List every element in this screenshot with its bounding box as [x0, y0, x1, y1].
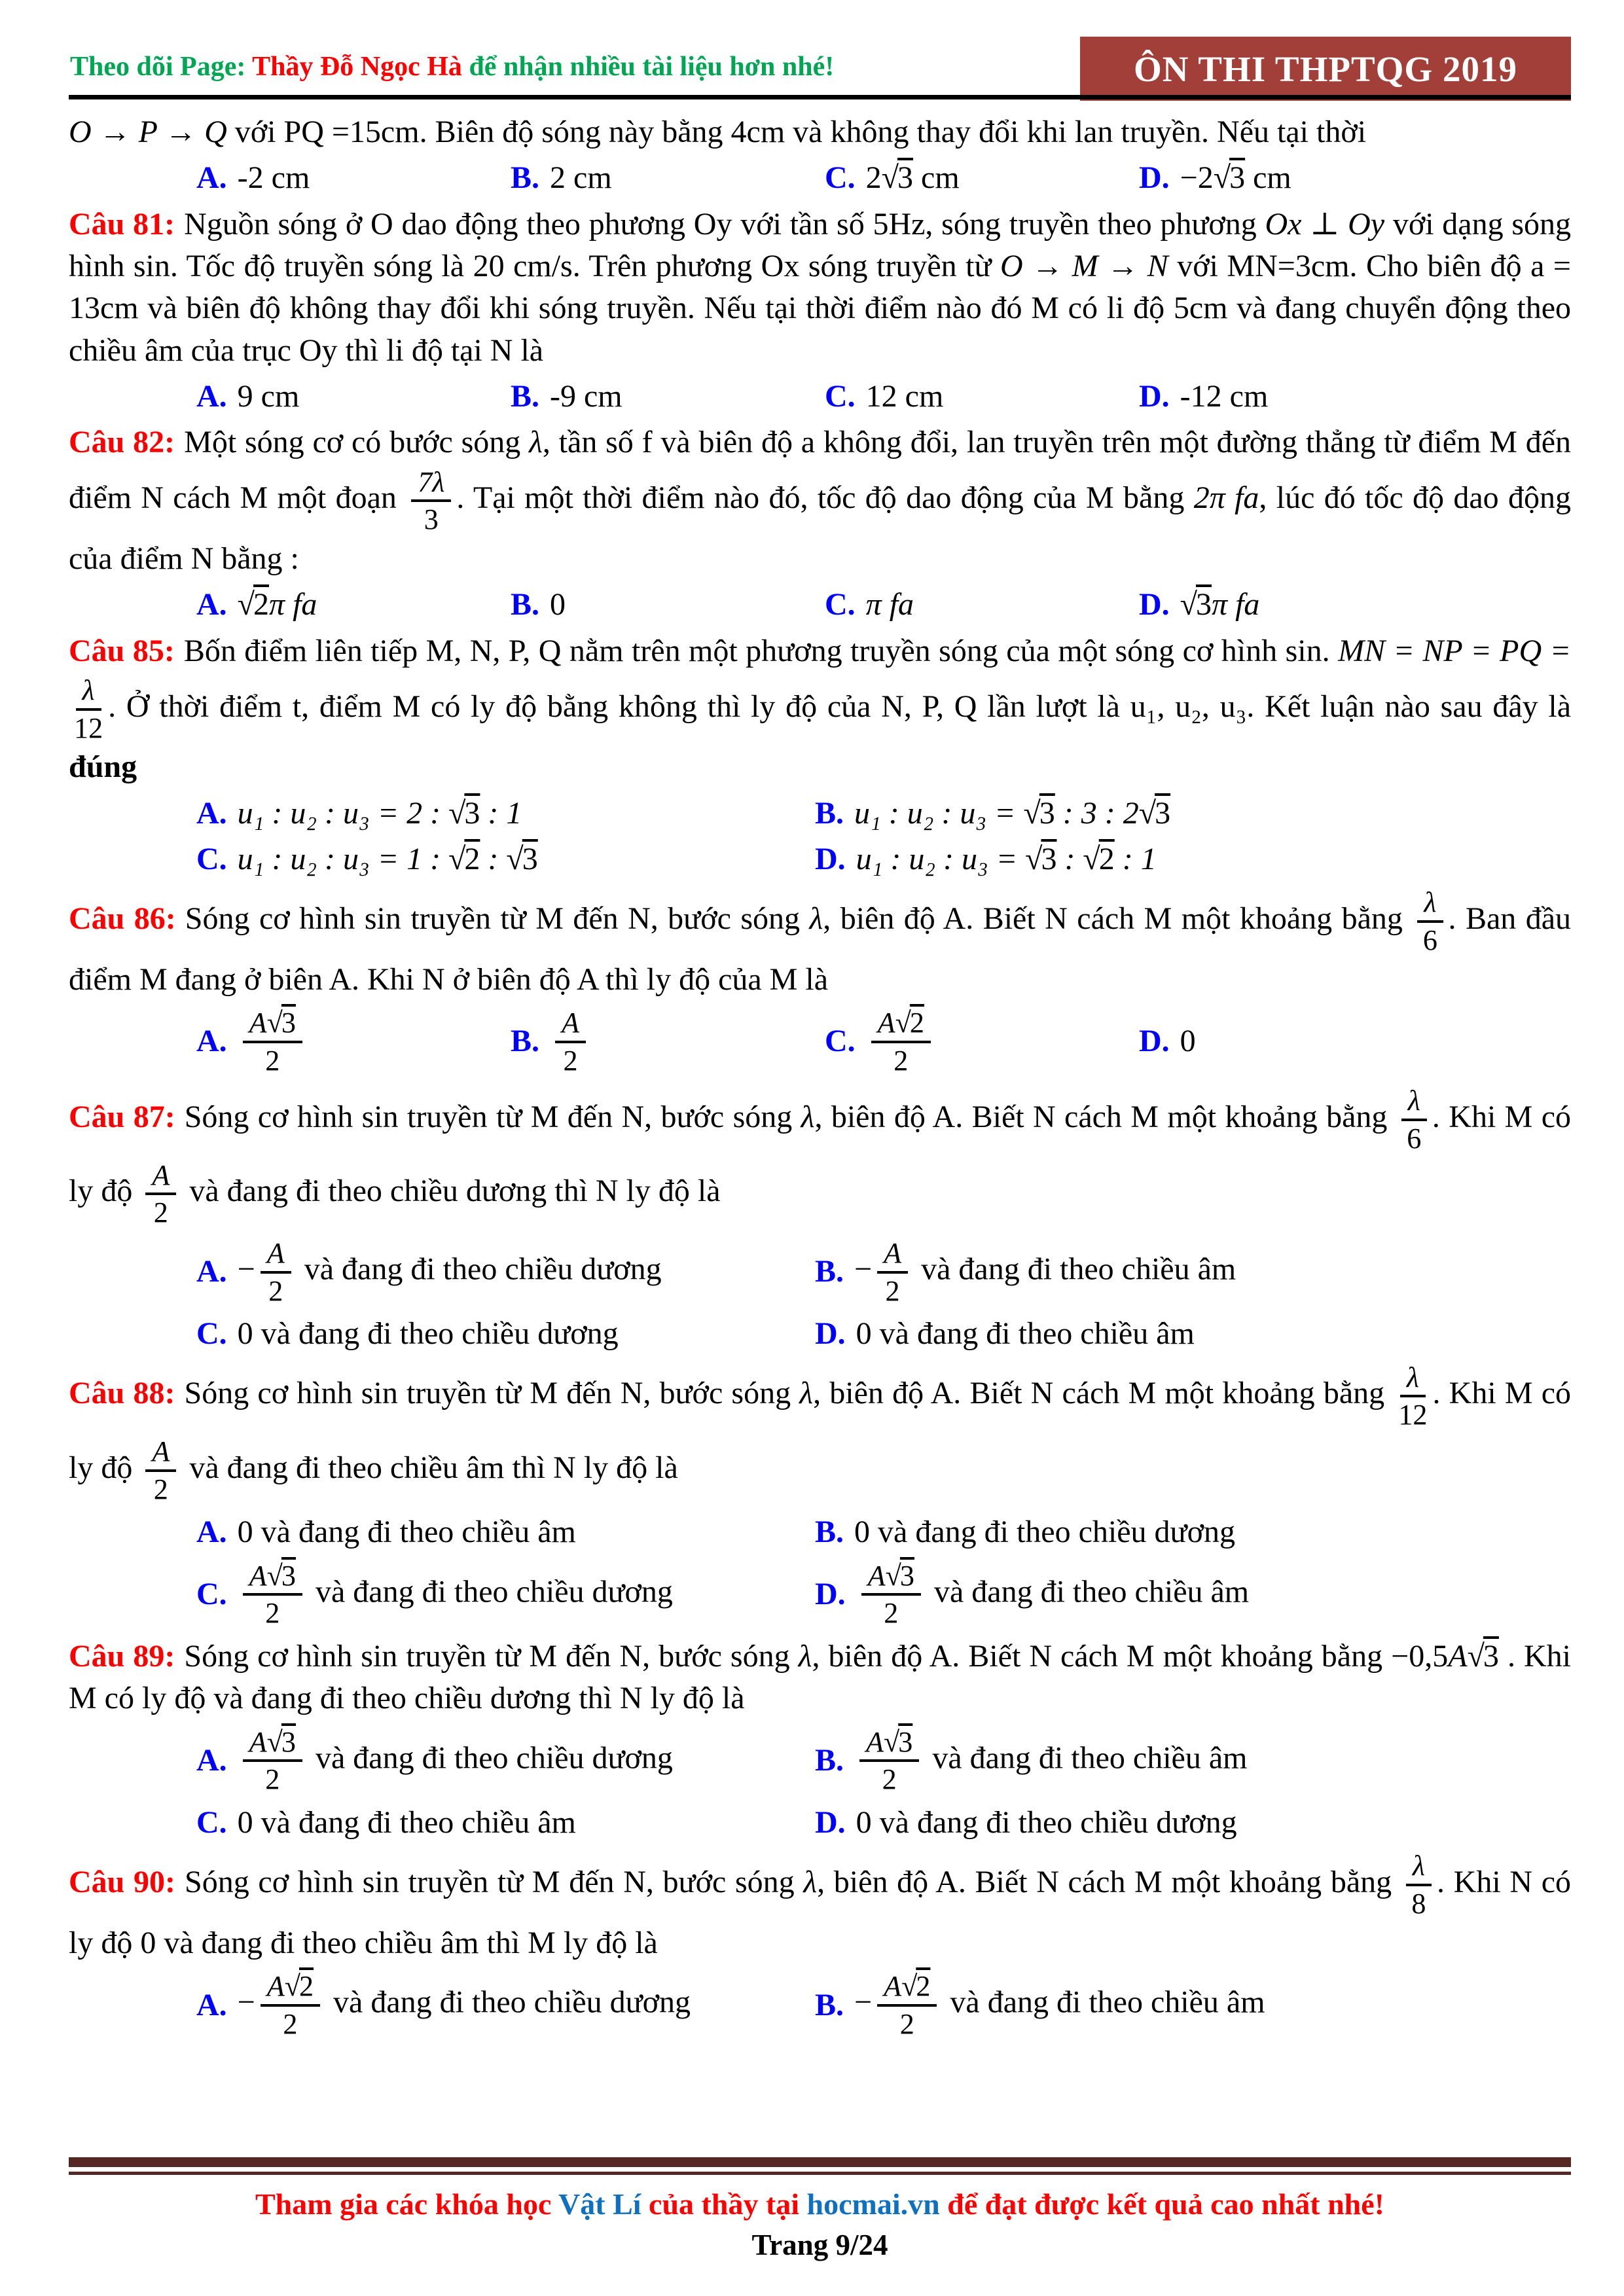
fraction: $\frac{A√2}{2}$: [261, 1971, 320, 2039]
option-A: [196, 376, 511, 418]
question-body: [69, 630, 1571, 789]
option-text: 12 cm: [865, 378, 944, 414]
option-letter: D.: [815, 1316, 846, 1352]
fraction: $\frac{A}{2}$: [261, 1238, 291, 1306]
option-C: [825, 584, 1139, 626]
option-text: 0 và đang đi theo chiều dương: [237, 1316, 619, 1352]
option-B: [511, 376, 825, 418]
sqrt-radical: √2: [237, 587, 270, 622]
option-B: [511, 1005, 825, 1079]
option-text: [550, 1005, 591, 1079]
question-body: [69, 111, 1571, 153]
option-text: -2 cm: [237, 160, 310, 196]
option-letter: A.: [196, 795, 227, 831]
option-text: u₁ : u₂ : u₃ = 1 : √2 : √3: [237, 841, 538, 876]
option-B: [815, 1724, 1571, 1798]
sqrt-radical: √2: [448, 841, 480, 876]
option-text: u₁ : u₂ : u₃ = 2 : √3 : 1: [237, 795, 522, 831]
option-D: [815, 1313, 1571, 1355]
option-text: 2√3 cm: [865, 160, 960, 196]
questions-area: [69, 111, 1571, 2042]
sqrt-radical: √3: [1213, 160, 1246, 196]
option-letter: B.: [815, 1515, 844, 1550]
fraction: $\frac{A√3}{2}$: [243, 1560, 302, 1629]
options-row: [196, 584, 1571, 626]
option-letter: C.: [825, 1024, 856, 1059]
question-text: Sóng cơ hình sin truyền từ M đến N, bước sóng λ, biên độ A. Biết N cách M một khoảng bằng $\frac{\lambda}{6}$ . Khi M có ly độ $\frac{A}{2}$ và đang đi theo chiều dương thì N ly độ là: [69, 1085, 1572, 1229]
option-letter: B.: [511, 160, 540, 196]
sqrt-radical: √3: [266, 1006, 296, 1039]
option-letter: C.: [196, 1577, 227, 1612]
option-D: [1139, 1020, 1571, 1062]
option-letter: D.: [1139, 160, 1170, 196]
question-text: Sóng cơ hình sin truyền từ M đến N, bước sóng λ, biên độ A. Biết N cách M một khoảng bằng $\frac{\lambda}{12}$ . Khi M có ly độ $\frac{A}{2}$ và đang đi theo chiều âm thì N ly độ là: [69, 1361, 1572, 1505]
options-row: [196, 1235, 1571, 1309]
options-row: [196, 1968, 1571, 2042]
option-C: [825, 157, 1139, 199]
option-D: [1139, 584, 1571, 626]
fraction: $\frac{A}{2}$: [877, 1238, 908, 1306]
option-text: √3π fa: [1180, 587, 1260, 622]
options-row: [196, 1511, 1571, 1553]
question-text: Bốn điểm liên tiếp M, N, P, Q nằm trên một phương truyền sóng của một sóng cơ hình sin. MN = NP = PQ = $\frac{\lambda}{12}$ . Ở thời điểm t, điểm M có ly độ bằng không thì ly độ của N, P, Q lần lượt là u₁, u₂, u₃. Kết luận nào sau đây là đúng: [69, 633, 1572, 785]
options-row: [196, 838, 1571, 880]
option-text: √2π fa: [237, 587, 317, 622]
option-D: [815, 1802, 1571, 1844]
question-block-81: [69, 204, 1571, 418]
option-A: [196, 1235, 815, 1309]
option-C: [196, 838, 815, 880]
question-text: Sóng cơ hình sin truyền từ M đến N, bước sóng λ, biên độ A. Biết N cách M một khoảng bằng −0,5A√3 . Khi M có ly độ và đang đi theo chiều dương thì N ly độ là: [69, 1639, 1571, 1716]
question-text: Sóng cơ hình sin truyền từ M đến N, bước sóng λ, biên độ A. Biết N cách M một khoảng bằng $\frac{\lambda}{6}$ . Ban đầu điểm M đang ở biên A. Khi N ở biên độ A thì ly độ của M là: [69, 886, 1572, 997]
option-A: [196, 157, 511, 199]
option-letter: A.: [196, 378, 227, 414]
sqrt-radical: √3: [1023, 795, 1055, 831]
option-text: π fa: [865, 587, 914, 622]
question-body: [69, 422, 1571, 580]
option-text: 0 và đang đi theo chiều âm: [856, 1316, 1195, 1352]
question-number-label: Câu 90:: [69, 1865, 176, 1900]
option-letter: B.: [511, 587, 540, 622]
sqrt-radical: √3: [1025, 841, 1057, 876]
question-continuation: [69, 111, 1571, 200]
option-text: − $\frac{A}{2}$ và đang đi theo chiều âm: [854, 1236, 1236, 1307]
header-rule: [69, 95, 1571, 99]
fraction: $\frac{A√3}{2}$: [243, 1727, 302, 1795]
options-row: [196, 1313, 1571, 1355]
option-D: [1139, 157, 1571, 199]
fraction: $\frac{A}{2}$: [555, 1007, 586, 1076]
option-text: $\frac{A√3}{2}$ và đang đi theo chiều dương: [238, 1558, 673, 1632]
question-text: O → P → Q với PQ =15cm. Biên độ sóng này bằng 4cm và không thay đổi khi lan truyền. Nếu tại thời: [69, 115, 1367, 149]
question-body: [69, 1359, 1571, 1508]
page-header: [69, 0, 1571, 99]
options-row: [196, 157, 1571, 199]
option-text: $\frac{A√3}{2}$ và đang đi theo chiều dương: [238, 1724, 673, 1798]
fraction: $\frac{A}{2}$: [145, 1436, 176, 1505]
footer-rule-thin: [69, 2172, 1571, 2175]
fraction: $\frac{A√3}{2}$: [861, 1560, 921, 1629]
fraction: $\frac{\lambda}{12}$: [1398, 1361, 1428, 1431]
footer-rule-thick: [69, 2157, 1571, 2167]
option-text: 0: [550, 587, 566, 622]
option-text: u₁ : u₂ : u₃ = √3 : 3 : 2√3: [854, 795, 1171, 831]
option-text: 0 và đang đi theo chiều âm: [237, 1515, 576, 1550]
option-A: [196, 584, 511, 626]
question-block-87: [69, 1083, 1571, 1355]
question-body: [69, 1636, 1571, 1720]
option-text: −2√3 cm: [1180, 160, 1291, 196]
option-letter: A.: [196, 1515, 227, 1550]
option-text: -9 cm: [550, 378, 623, 414]
option-C: [196, 1802, 815, 1844]
question-number-label: Câu 86:: [69, 901, 176, 936]
option-letter: C.: [825, 378, 856, 414]
sqrt-radical: √2: [895, 1006, 924, 1039]
option-letter: C.: [825, 587, 856, 622]
sqrt-radical: √3: [506, 841, 538, 876]
option-text: 2 cm: [550, 160, 612, 196]
fraction: $\frac{A√2}{2}$: [877, 1971, 937, 2039]
page-number: Trang 9/24: [751, 2229, 888, 2261]
option-A: [196, 1005, 511, 1079]
option-C: [825, 376, 1139, 418]
option-B: [815, 1235, 1571, 1309]
options-row: [196, 376, 1571, 418]
option-B: [815, 1968, 1571, 2042]
sqrt-radical: √3: [1467, 1639, 1499, 1674]
question-block-90: [69, 1848, 1571, 2042]
option-C: [196, 1558, 815, 1632]
sqrt-radical: √2: [1083, 841, 1115, 876]
option-text: − $\frac{A√2}{2}$ và đang đi theo chiều dương: [237, 1970, 691, 2040]
question-number-label: Câu 81:: [69, 206, 175, 242]
question-text: Nguồn sóng ở O dao động theo phương Oy với tần số 5Hz, sóng truyền theo phương Ox ⊥ Oy với dạng sóng hình sin. Tốc độ truyền sóng là 20 cm/s. Trên phương Ox sóng truyền từ O → M → N với MN=3cm. Cho biên độ a = 13cm và biên độ không thay đổi khi sóng truyền. Nếu tại thời điểm nào đó M có li độ 5cm và đang chuyển động theo chiều âm của trục Oy thì li độ tại N là: [69, 206, 1572, 368]
sqrt-radical: √3: [266, 1725, 296, 1758]
question-body: [69, 884, 1571, 1001]
question-block-86: [69, 884, 1571, 1079]
option-text: -12 cm: [1180, 378, 1269, 414]
footer-promo-text: Tham gia các khóa học Vật Lí của thầy tại hocmai.vn để đạt được kết quả cao nhất nhé!: [255, 2187, 1384, 2221]
option-letter: B.: [511, 378, 540, 414]
sqrt-radical: √3: [448, 795, 480, 831]
option-letter: D.: [815, 1577, 846, 1612]
question-number-label: Câu 89:: [69, 1639, 175, 1674]
option-letter: D.: [1139, 587, 1170, 622]
options-row: [196, 1005, 1571, 1079]
option-C: [196, 1313, 815, 1355]
question-text: Sóng cơ hình sin truyền từ M đến N, bước sóng λ, biên độ A. Biết N cách M một khoảng bằng $\frac{\lambda}{8}$ . Khi N có ly độ 0 và đang đi theo chiều âm thì M ly độ là: [69, 1850, 1572, 1960]
option-B: [511, 157, 825, 199]
fraction: $\frac{\lambda}{12}$: [74, 673, 103, 744]
fraction: $\frac{\lambda}{6}$: [1401, 1085, 1427, 1154]
question-body: [69, 1848, 1571, 1964]
option-letter: A.: [196, 1743, 227, 1778]
fraction: $\frac{\lambda}{8}$: [1406, 1850, 1432, 1919]
option-text: 0 và đang đi theo chiều dương: [856, 1805, 1237, 1840]
option-text: 0 và đang đi theo chiều âm: [237, 1805, 576, 1840]
option-letter: D.: [815, 1805, 846, 1840]
option-letter: C.: [196, 1805, 227, 1840]
option-B: [511, 584, 825, 626]
fraction: $\frac{\lambda}{6}$: [1417, 887, 1443, 956]
page-footer: [69, 2157, 1571, 2262]
question-block-85: [69, 630, 1571, 881]
sqrt-radical: √3: [1138, 795, 1171, 831]
option-text: 9 cm: [237, 378, 300, 414]
fraction: $\frac{7\lambda}{3}$: [411, 467, 451, 535]
option-letter: A.: [196, 1254, 227, 1289]
option-letter: A.: [196, 1024, 227, 1059]
sqrt-radical: √2: [901, 1970, 931, 2003]
option-letter: D.: [1139, 378, 1170, 414]
question-number-label: Câu 82:: [69, 425, 175, 460]
fraction: $\frac{A}{2}$: [145, 1160, 176, 1229]
sqrt-radical: √3: [884, 1725, 913, 1758]
question-number-label: Câu 85:: [69, 633, 175, 668]
option-B: [815, 793, 1571, 834]
option-text: $\frac{A√3}{2}$ và đang đi theo chiều âm: [856, 1558, 1249, 1632]
question-body: [69, 204, 1571, 372]
option-letter: B.: [815, 795, 844, 831]
option-D: [815, 838, 1571, 880]
option-D: [815, 1558, 1571, 1632]
option-text: − $\frac{A√2}{2}$ và đang đi theo chiều âm: [854, 1970, 1265, 2040]
sqrt-radical: √2: [284, 1970, 314, 2003]
option-letter: C.: [196, 1316, 227, 1352]
option-text: [238, 1005, 308, 1079]
option-text: − $\frac{A}{2}$ và đang đi theo chiều dương: [237, 1236, 662, 1307]
question-block-82: [69, 422, 1571, 626]
question-text: Một sóng cơ có bước sóng λ, tần số f và biên độ a không đổi, lan truyền trên một đường thẳng từ điểm M đến điểm N cách M một đoạn $\frac{7\lambda}{3}$ . Tại một thời điểm nào đó, tốc độ dao động của M bằng 2π fa, lúc đó tốc độ dao động của điểm N bằng :: [69, 425, 1572, 576]
option-letter: C.: [825, 160, 856, 196]
header-follow-text: Theo dõi Page: Thầy Đỗ Ngọc Hà để nhận nhiều tài liệu hơn nhé!: [70, 52, 835, 82]
option-letter: B.: [815, 1987, 844, 2022]
sqrt-radical: √3: [881, 160, 914, 196]
options-row: [196, 793, 1571, 834]
fraction: $\frac{A√2}{2}$: [871, 1007, 931, 1076]
question-block-89: [69, 1636, 1571, 1844]
option-text: 0: [1180, 1024, 1196, 1059]
sqrt-radical: √3: [1180, 587, 1212, 622]
option-C: [825, 1005, 1139, 1079]
option-text: 0 và đang đi theo chiều dương: [854, 1515, 1235, 1550]
option-A: [196, 1968, 815, 2042]
exam-year-badge: ÔN THI THPTQG 2019: [1080, 37, 1571, 101]
option-A: [196, 1511, 815, 1553]
options-row: [196, 1558, 1571, 1632]
option-A: [196, 793, 815, 834]
question-body: [69, 1083, 1571, 1231]
option-letter: A.: [196, 1987, 227, 2022]
option-letter: A.: [196, 160, 227, 196]
question-number-label: Câu 87:: [69, 1099, 175, 1134]
option-A: [196, 1724, 815, 1798]
option-B: [815, 1511, 1571, 1553]
option-letter: C.: [196, 841, 227, 876]
option-D: [1139, 376, 1571, 418]
sqrt-radical: √3: [885, 1559, 914, 1592]
option-letter: A.: [196, 587, 227, 622]
option-letter: B.: [511, 1024, 540, 1059]
option-letter: D.: [815, 841, 846, 876]
option-letter: D.: [1139, 1024, 1170, 1059]
option-text: $\frac{A√3}{2}$ và đang đi theo chiều âm: [854, 1724, 1247, 1798]
options-row: [196, 1724, 1571, 1798]
question-number-label: Câu 88:: [69, 1376, 175, 1411]
options-row: [196, 1802, 1571, 1844]
option-letter: B.: [815, 1254, 844, 1289]
question-block-88: [69, 1359, 1571, 1632]
option-text: u₁ : u₂ : u₃ = √3 : √2 : 1: [856, 841, 1157, 876]
fraction: $\frac{A√3}{2}$: [859, 1727, 919, 1795]
option-text: [866, 1005, 936, 1079]
option-letter: B.: [815, 1743, 844, 1778]
fraction: $\frac{A√3}{2}$: [243, 1007, 302, 1076]
sqrt-radical: √3: [266, 1559, 296, 1592]
